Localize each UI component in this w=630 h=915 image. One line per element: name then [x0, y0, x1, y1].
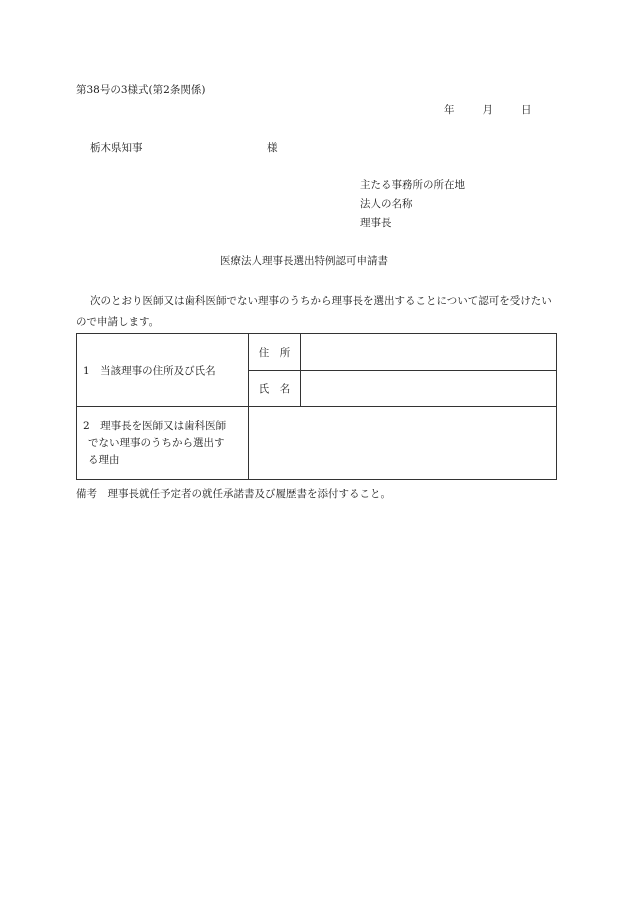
- table-row: [77, 407, 557, 480]
- table-row: [77, 334, 557, 371]
- date-line: [444, 105, 532, 116]
- applicant-chairman-label: 理事長: [360, 217, 392, 229]
- applicant-corporation-name-label: 法人の名称: [360, 198, 413, 210]
- name-value-cell: [301, 371, 557, 407]
- remarks: 備考 理事長就任予定者の就任承諾書及び履歴書を添付すること。: [76, 488, 391, 500]
- reason-label: [77, 407, 249, 480]
- reason-label-line: でない理事のうちから選出す: [88, 436, 225, 449]
- name-label: 氏 名: [249, 371, 301, 407]
- trustee-address-name-label: 1 当該理事の住所及び氏名: [77, 334, 249, 407]
- reason-label-line: 2 理事長を医師又は歯科医師: [83, 419, 227, 432]
- body-text: 次のとおり医師又は歯科医師でない理事のうちから理事長を選出することについて認可を受けたいので申請します。: [76, 295, 552, 328]
- addressee-governor: 栃木県知事: [90, 142, 143, 154]
- addressee-honorific: 様: [267, 142, 278, 154]
- application-table: [76, 333, 557, 480]
- date-month-label: 月: [482, 104, 493, 116]
- reason-value-cell: [249, 407, 557, 480]
- reason-label-line: る理由: [88, 453, 120, 466]
- applicant-office-address-label: 主たる事務所の所在地: [360, 179, 465, 191]
- date-year-label: 年: [444, 104, 455, 116]
- document-title: 医療法人理事長選出特例認可申請書: [220, 255, 388, 267]
- address-value-cell: [301, 334, 557, 371]
- address-label: 住 所: [249, 334, 301, 371]
- form-number: 第38号の3様式(第2条関係): [76, 84, 206, 96]
- date-day-label: 日: [521, 104, 532, 116]
